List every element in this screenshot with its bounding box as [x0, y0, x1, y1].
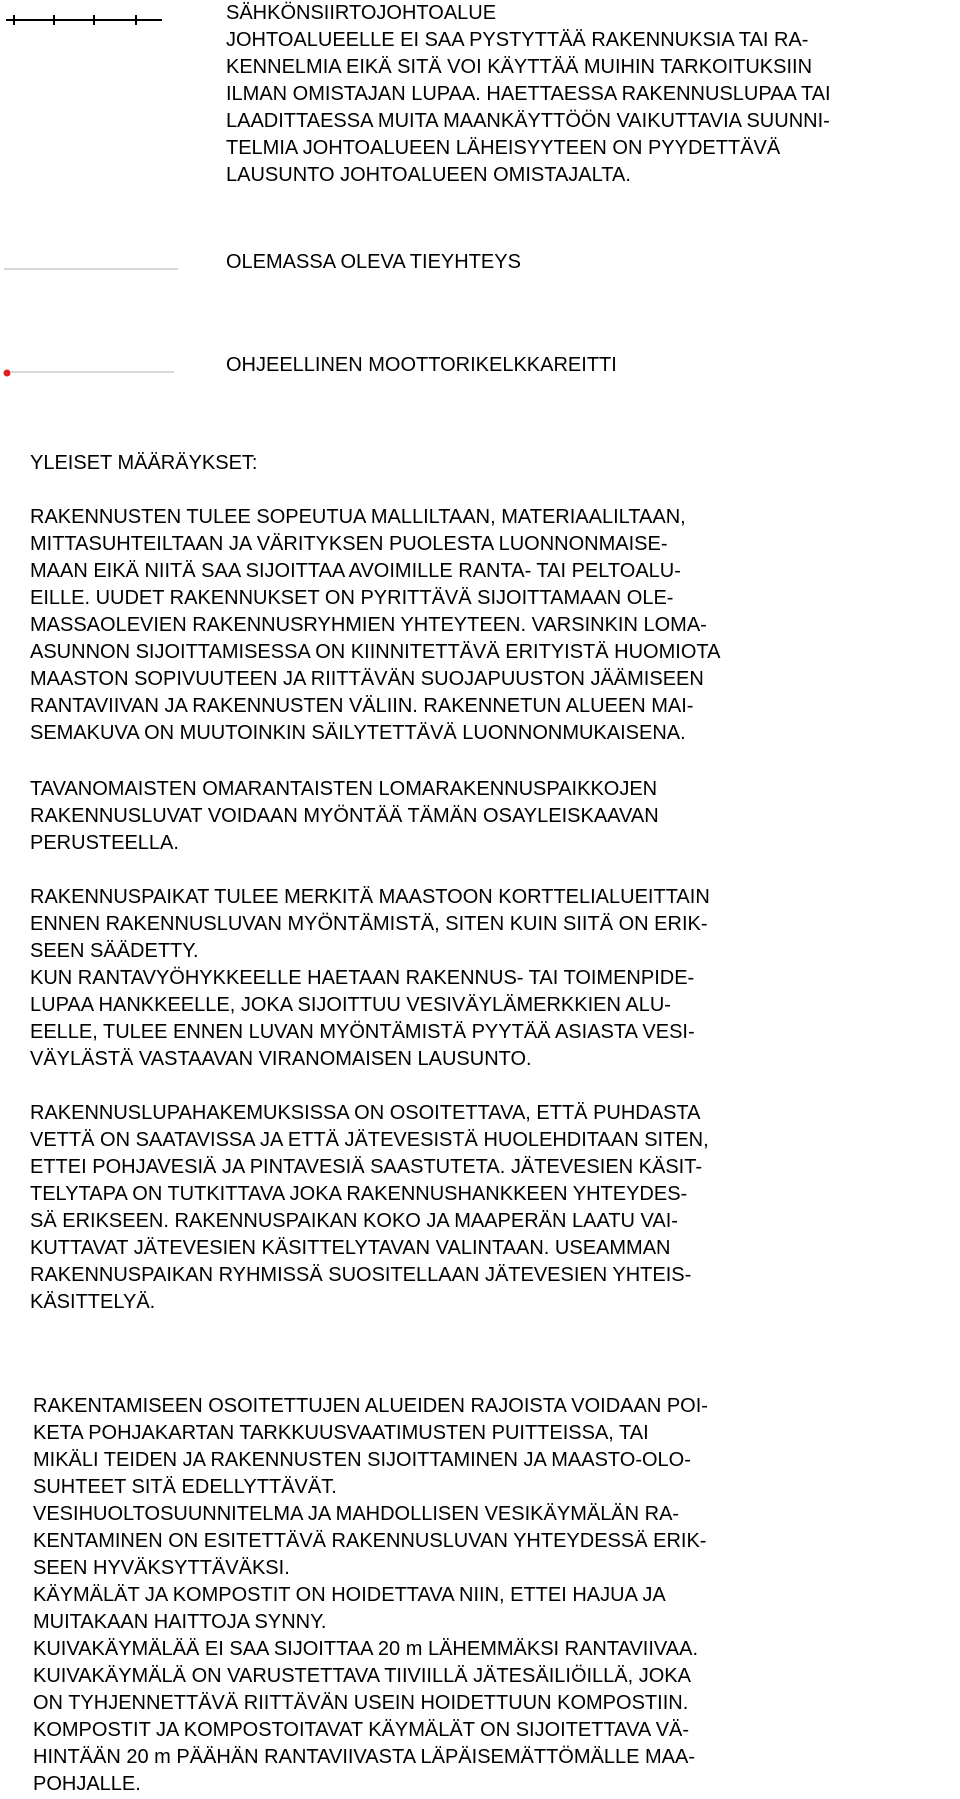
legend-text-line: LAUSUNTO JOHTOALUEEN OMISTAJALTA.	[226, 164, 631, 186]
paragraph-line: MIKÄLI TEIDEN JA RAKENNUSTEN SIJOITTAMINEN JA MAASTO-OLO-	[33, 1449, 691, 1471]
paragraph-line: ON TYHJENNETTÄVÄ RIITTÄVÄN USEIN HOIDETTUUN KOMPOSTIIN.	[33, 1692, 689, 1714]
paragraph-line: POHJALLE.	[33, 1773, 141, 1795]
paragraph-line: KOMPOSTIT JA KOMPOSTOITAVAT KÄYMÄLÄT ON SIJOITETTAVA VÄ-	[33, 1719, 690, 1741]
general-heading: YLEISET MÄÄRÄYKSET:	[30, 452, 258, 474]
paragraph-line: MAAN EIKÄ NIITÄ SAA SIJOITTAA AVOIMILLE RANTA- TAI PELTOALU-	[30, 560, 681, 582]
paragraph-line: EILLE. UUDET RAKENNUKSET ON PYRITTÄVÄ SIJOITTAMAAN OLE-	[30, 587, 674, 609]
paragraph-line: LUPAA HANKKEELLE, JOKA SIJOITTUU VESIVÄYLÄMERKKIEN ALU-	[30, 994, 671, 1016]
powerline-symbol	[0, 10, 170, 30]
road-symbol	[0, 260, 180, 280]
paragraph	[30, 1100, 930, 1316]
paragraph-line: VETTÄ ON SAATAVISSA JA ETTÄ JÄTEVESISTÄ HUOLEHDITAAN SITEN,	[30, 1129, 709, 1151]
paragraph-line: VÄYLÄSTÄ VASTAAVAN VIRANOMAISEN LAUSUNTO.	[30, 1048, 532, 1070]
paragraph-line: TAVANOMAISTEN OMARANTAISTEN LOMARAKENNUSPAIKKOJEN	[30, 778, 658, 800]
paragraph	[30, 504, 930, 747]
paragraph-line: MASSAOLEVIEN RAKENNUSRYHMIEN YHTEYTEEN. VARSINKIN LOMA-	[30, 614, 707, 636]
legend-text-line: LAADITTAESSA MUITA MAANKÄYTTÖÖN VAIKUTTAVIA SUUNNI-	[226, 110, 830, 132]
paragraph-line: RANTAVIIVAN JA RAKENNUSTEN VÄLIIN. RAKENNETUN ALUEEN MAI-	[30, 695, 694, 717]
legend-title: OLEMASSA OLEVA TIEYHTEYS	[226, 251, 521, 273]
paragraph-line: MAASTON SOPIVUUTEEN JA RIITTÄVÄN SUOJAPUUSTON JÄÄMISEEN	[30, 668, 704, 690]
paragraph-line: RAKENNUSPAIKAT TULEE MERKITÄ MAASTOON KORTTELIALUEITTAIN	[30, 886, 710, 908]
paragraph-line: MUITAKAAN HAITTOJA SYNNY.	[33, 1611, 327, 1633]
paragraph-line: HINTÄÄN 20 m PÄÄHÄN RANTAVIIVASTA LÄPÄISEMÄTTÖMÄLLE MAA-	[33, 1746, 696, 1768]
legend-title: SÄHKÖNSIIRTOJOHTOALUE	[226, 2, 497, 24]
paragraph-line: KETA POHJAKARTAN TARKKUUSVAATIMUSTEN PUITTEISSA, TAI	[33, 1422, 649, 1444]
paragraph-line: KUIVAKÄYMÄLÄÄ EI SAA SIJOITTAA 20 m LÄHEMMÄKSI RANTAVIIVAA.	[33, 1638, 699, 1660]
paragraph-line: RAKENNUSLUVAT VOIDAAN MYÖNTÄÄ TÄMÄN OSAYLEISKAAVAN	[30, 805, 659, 827]
paragraph-line: KUTTAVAT JÄTEVESIEN KÄSITTELYTAVAN VALINTAAN. USEAMMAN	[30, 1237, 671, 1259]
paragraph	[30, 884, 930, 1073]
paragraph-line: ETTEI POHJAVESIÄ JA PINTAVESIÄ SAASTUTETA. JÄTEVESIEN KÄSIT-	[30, 1156, 703, 1178]
paragraph-line: MITTASUHTEILTAAN JA VÄRITYKSEN PUOLESTA LUONNONMAISE-	[30, 533, 668, 555]
paragraph-line: SÄ ERIKSEEN. RAKENNUSPAIKAN KOKO JA MAAPERÄN LAATU VAI-	[30, 1210, 678, 1232]
legend-text-line: ILMAN OMISTAJAN LUPAA. HAETTAESSA RAKENNUSLUPAA TAI	[226, 83, 831, 105]
paragraph-line: KUN RANTAVYÖHYKKEELLE HAETAAN RAKENNUS- TAI TOIMENPIDE-	[30, 967, 695, 989]
paragraph-line: TELYTAPA ON TUTKITTAVA JOKA RAKENNUSHANKKEEN YHTEYDES-	[30, 1183, 688, 1205]
paragraph	[33, 1393, 933, 1798]
paragraph	[30, 776, 930, 857]
paragraph-line: KÄYMÄLÄT JA KOMPOSTIT ON HOIDETTAVA NIIN, ETTEI HAJUA JA	[33, 1584, 666, 1606]
paragraph-line: SEEN SÄÄDETTY.	[30, 940, 199, 962]
paragraph-line: ASUNNON SIJOITTAMISESSA ON KIINNITETTÄVÄ ERITYISTÄ HUOMIOTA	[30, 641, 721, 663]
paragraph-line: ENNEN RAKENNUSLUVAN MYÖNTÄMISTÄ, SITEN KUIN SIITÄ ON ERIK-	[30, 913, 708, 935]
paragraph-line: VESIHUOLTOSUUNNITELMA JA MAHDOLLISEN VESIKÄYMÄLÄN RA-	[33, 1503, 680, 1525]
paragraph-line: SEEN HYVÄKSYTTÄVÄKSI.	[33, 1557, 290, 1579]
paragraph-line: KÄSITTELYÄ.	[30, 1291, 156, 1313]
paragraph-line: SUHTEET SITÄ EDELLYTTÄVÄT.	[33, 1476, 337, 1498]
legend-road	[226, 249, 946, 276]
paragraph-line: RAKENNUSPAIKAN RYHMISSÄ SUOSITELLAAN JÄTEVESIEN YHTEIS-	[30, 1264, 692, 1286]
paragraph-line: RAKENNUSLUPAHAKEMUKSISSA ON OSOITETTAVA, ETTÄ PUHDASTA	[30, 1102, 701, 1124]
paragraph-line: KENTAMINEN ON ESITETTÄVÄ RAKENNUSLUVAN YHTEYDESSÄ ERIK-	[33, 1530, 707, 1552]
legend-text-line: TELMIA JOHTOALUEEN LÄHEISYYTEEN ON PYYDETTÄVÄ	[226, 137, 781, 159]
paragraph-line: PERUSTEELLA.	[30, 832, 179, 854]
legend-text-line: KENNELMIA EIKÄ SITÄ VOI KÄYTTÄÄ MUIHIN TARKOITUKSIIN	[226, 56, 813, 78]
legend-title: OHJEELLINEN MOOTTORIKELKKAREITTI	[226, 354, 617, 376]
snowmobile-route-symbol	[0, 363, 180, 383]
legend-snowmobile	[226, 352, 946, 379]
paragraph-line: RAKENNUSTEN TULEE SOPEUTUA MALLILTAAN, MATERIAALILTAAN,	[30, 506, 686, 528]
legend-powerline	[226, 0, 946, 189]
paragraph-line: EELLE, TULEE ENNEN LUVAN MYÖNTÄMISTÄ PYYTÄÄ ASIASTA VESI-	[30, 1021, 695, 1043]
legend-text-line: JOHTOALUEELLE EI SAA PYSTYTTÄÄ RAKENNUKSIA TAI RA-	[226, 29, 809, 51]
paragraph-line: SEMAKUVA ON MUUTOINKIN SÄILYTETTÄVÄ LUONNONMUKAISENA.	[30, 722, 686, 744]
paragraph-line: RAKENTAMISEEN OSOITETTUJEN ALUEIDEN RAJOISTA VOIDAAN POI-	[33, 1395, 708, 1417]
paragraph-line: KUIVAKÄYMÄLÄ ON VARUSTETTAVA TIIVIILLÄ JÄTESÄILIÖILLÄ, JOKA	[33, 1665, 691, 1687]
